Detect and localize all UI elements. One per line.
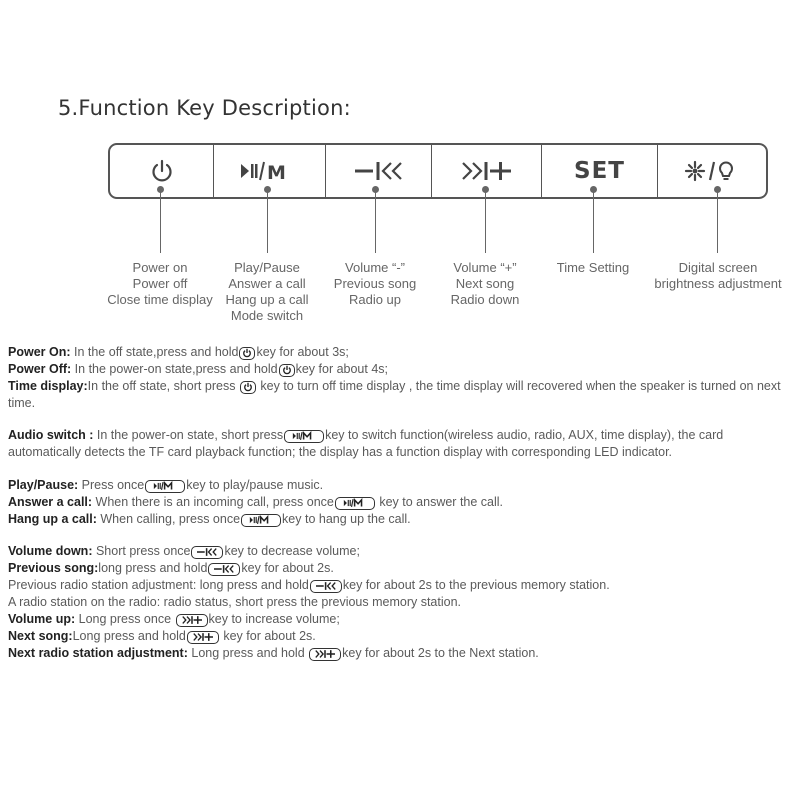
function-key-bar [108, 143, 768, 199]
volume-down-previous-icon [211, 564, 237, 574]
brightness-key-caption: Digital screen brightness adjustment [654, 260, 782, 291]
time-display-line: Time display:In the off state, short press key to turn off time display , the time display will recovered when the speaker is turned on next time. [8, 379, 781, 410]
play-pause-mode-icon [287, 431, 321, 441]
volume-down-key-inline [191, 546, 223, 559]
page-title: 5.Function Key Description: [58, 96, 351, 120]
play-pause-mode-icon [338, 498, 372, 508]
power-icon [282, 365, 292, 375]
power-icon [149, 158, 175, 184]
brightness-leader-line [717, 189, 718, 253]
volume-up-next-icon [190, 632, 216, 642]
play-pause-mode-icon [148, 481, 182, 491]
power-key-inline [239, 347, 255, 360]
play-pause-key-inline [145, 480, 185, 493]
volume-down-key-caption: Volume “-” Previous song Radio up [333, 260, 417, 307]
power-on-line: Power On: In the off state,press and hold key for about 3s; [8, 345, 349, 359]
volume-down-previous-icon [351, 158, 407, 184]
power-section [8, 344, 798, 412]
svg-text:M: M [266, 162, 286, 184]
volume-down-key[interactable] [326, 145, 432, 197]
next-radio-line: Next radio station adjustment: Long press and hold key for about 2s to the Next station. [8, 646, 539, 660]
volume-up-key-inline [176, 614, 208, 627]
power-leader-line [160, 189, 161, 253]
play-pause-line: Play/Pause: Press once key to play/pause music. [8, 478, 324, 492]
play-pause-mode-icon [244, 515, 278, 525]
set-leader-line [593, 189, 594, 253]
audio-switch-section [8, 427, 798, 461]
previous-song-line: Previous song:long press and hold key for about 2s. [8, 561, 334, 575]
volume-section [8, 543, 798, 662]
brightness-key[interactable] [658, 145, 766, 197]
radio-station-line: A radio station on the radio: radio status, short press the previous memory station. [8, 595, 462, 609]
play-leader-line [267, 189, 268, 253]
play-pause-key-inline [284, 430, 324, 443]
power-icon [243, 382, 253, 392]
volume-up-key-inline [309, 648, 341, 661]
previous-radio-line: Previous radio station adjustment: long press and hold key for about 2s to the previous memory station. [8, 578, 610, 592]
volume-down-leader-line [375, 189, 376, 253]
volume-down-key-inline [310, 580, 342, 593]
answer-call-line: Answer a call: When there is an incoming call, press once key to answer the call. [8, 495, 504, 509]
volume-up-next-icon [459, 158, 515, 184]
play-pause-mode-icon [239, 158, 301, 184]
next-song-line: Next song:Long press and hold key for about 2s. [8, 629, 316, 643]
volume-up-key-inline [187, 631, 219, 644]
volume-up-next-icon [179, 615, 205, 625]
volume-down-line: Volume down: Short press once key to decrease volume; [8, 544, 360, 558]
power-off-line: Power Off: In the power-on state,press and hold key for about 4s; [8, 362, 389, 376]
volume-down-previous-icon [313, 581, 339, 591]
hang-up-line: Hang up a call: When calling, press once key to hang up the call. [8, 512, 411, 526]
power-key-caption: Power on Power off Close time display [107, 260, 213, 307]
volume-up-line: Volume up: Long press once key to increase volume; [8, 612, 340, 626]
set-key-caption: Time Setting [556, 260, 630, 275]
play-section [8, 477, 798, 528]
audio-switch-line: Audio switch : In the power-on state, short press key to switch function(wireless audio, radio, AUX, time display), the card automatically detects the TF card playback function; the display has a function display with corresponding LED indicator. [8, 428, 724, 459]
brightness-icon [684, 158, 740, 184]
set-key[interactable] [542, 145, 658, 197]
volume-up-key-caption: Volume “+” Next song Radio down [450, 260, 520, 307]
power-icon [242, 348, 252, 358]
volume-down-previous-icon [194, 547, 220, 557]
play-key-caption: Play/Pause Answer a call Hang up a call Mode switch [225, 260, 309, 323]
power-key-inline [240, 381, 256, 394]
volume-up-next-icon [312, 649, 338, 659]
volume-down-key-inline [208, 563, 240, 576]
play-pause-key-inline [241, 514, 281, 527]
set-key-label: SET [574, 158, 625, 184]
volume-up-leader-line [485, 189, 486, 253]
power-key-inline [279, 364, 295, 377]
play-pause-key-inline [335, 497, 375, 510]
